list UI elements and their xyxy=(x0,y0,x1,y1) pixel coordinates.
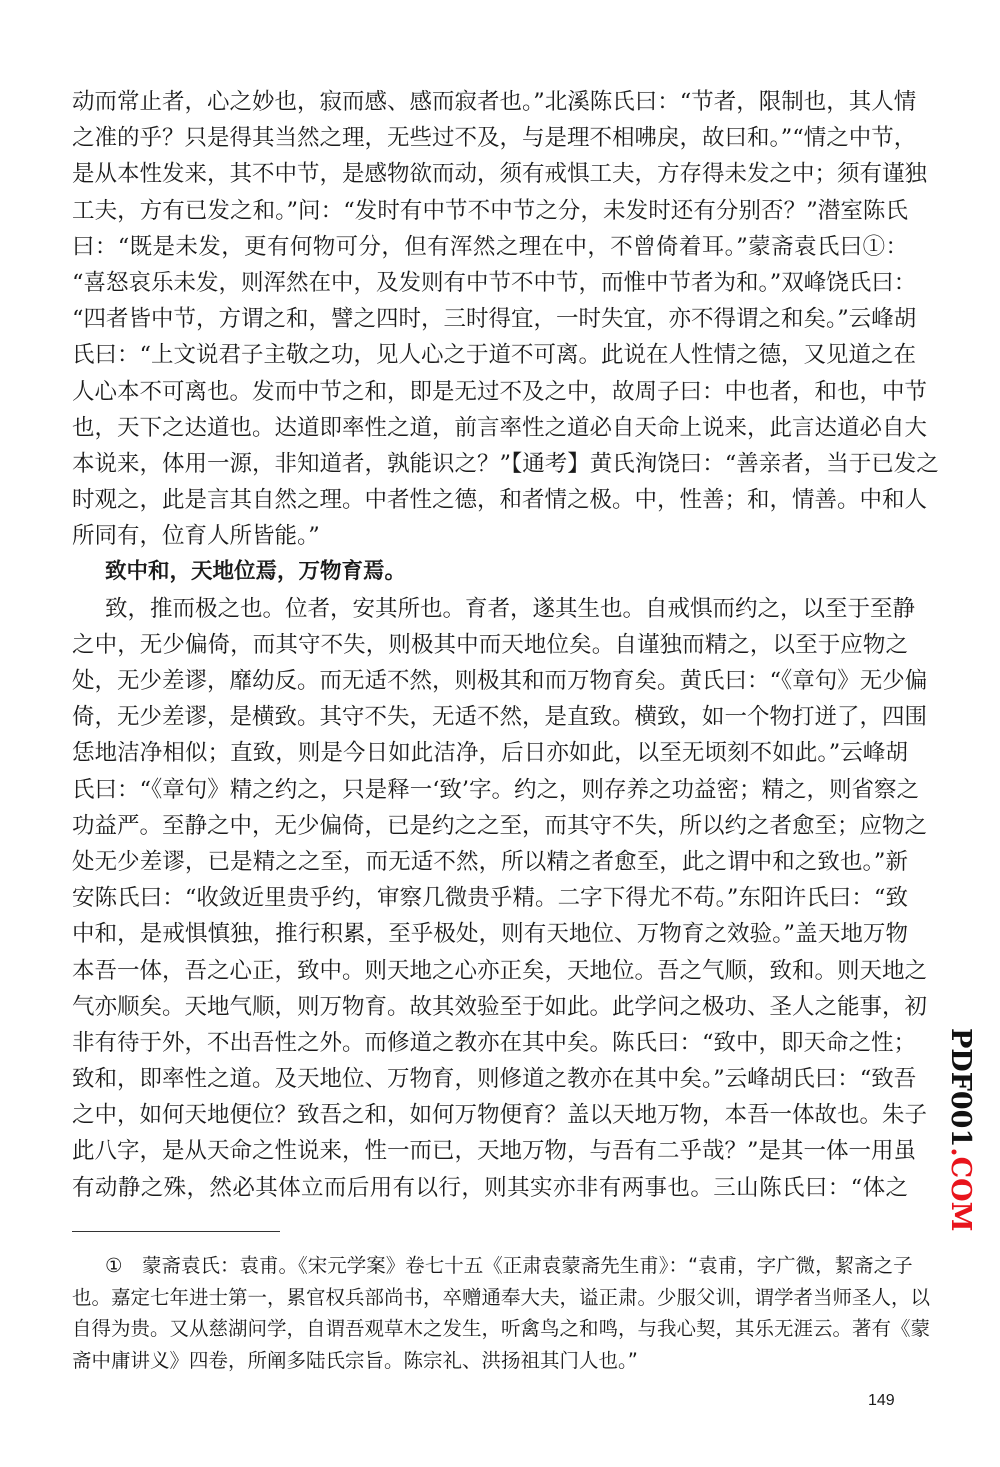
commentary-line: 之中，无少偏倚，而其守不失，则极其中而天地位矣。自谨独而精之，以至于应物之 xyxy=(72,631,908,658)
watermark-part1: PDF001 xyxy=(945,1028,976,1148)
commentary-line: 倚，无少差谬，是横致。其守不失，无适不然，是直致。横致，如一个物打迸了，四围 xyxy=(72,704,928,731)
text-line: 本说来，体用一源，非知道者，孰能识之？”【通考】黄氏洵饶曰：“善亲者，当于已发之 xyxy=(72,450,939,477)
commentary-line: 气亦顺矣。天地气顺，则万物育。故其效验至于如此。此学问之极功、圣人之能事，初 xyxy=(72,993,928,1020)
footnote-line: ① 蒙斋袁氏：袁甫。《宋元学案》卷七十五《正肃袁蒙斋先生甫》：“袁甫，字广微，絜斋之子 xyxy=(105,1254,913,1277)
commentary-line: 处无少差谬，已是精之之至，而无适不然，所以精之者愈至，此之谓中和之致也。”新 xyxy=(72,848,908,875)
text-line: 动而常止者，心之妙也，寂而感、感而寂者也。”北溪陈氏曰：“节者，限制也，其人情 xyxy=(72,89,917,115)
text-line: 是从本性发来，其不中节，是感物欲而动，须有戒惧工夫，方存得未发之中；须有谨独 xyxy=(72,161,928,188)
watermark-part2: .COM xyxy=(945,1147,976,1232)
text-line: 时观之，此是言其自然之理。中者性之德，和者情之极。中，性善；和，情善。中和人 xyxy=(72,487,928,514)
commentary-line: 氏曰：“《章句》精之约之，只是释一‘致’字。约之，则存养之功益密；精之，则省察之 xyxy=(72,776,920,803)
text-line: 氏曰：“上文说君子主敬之功，见人心之于道不可离。此说在人性情之德，又见道之在 xyxy=(72,342,917,369)
commentary-line: 致和，即率性之道。及天地位、万物育，则修道之教亦在其中矣。”云峰胡氏曰：“致吾 xyxy=(72,1066,917,1093)
commentary-line: 本吾一体，吾之心正，致中。则天地之心亦正矣，天地位。吾之气顺，致和。则天地之 xyxy=(72,957,928,984)
commentary-line: 有动静之殊，然必其体立而后用有以行，则其实亦非有两事也。三山陈氏曰：“体之 xyxy=(72,1174,908,1201)
commentary-line: 非有待于外，不出吾性之外。而修道之教亦在其中矣。陈氏曰：“致中，即天命之性； xyxy=(72,1029,917,1056)
text-line: “喜怒哀乐未发，则浑然在中，及发则有中节不中节，而惟中节者为和。”双峰饶氏曰： xyxy=(72,269,917,296)
commentary-line: 之中，如何天地便位？致吾之和，如何万物便育？盖以天地万物，本吾一体故也。朱子 xyxy=(72,1102,928,1129)
text-line: 人心本不可离也。发而中节之和，即是无过不及之中，故周子曰：中也者，和也，中节 xyxy=(72,378,928,405)
watermark xyxy=(936,1028,976,1232)
page-number: 149 xyxy=(868,1392,895,1409)
footnote xyxy=(72,1250,931,1376)
commentary-line: 功益严。至静之中，无少偏倚，已是约之之至，而其守不失，所以约之者愈至；应物之 xyxy=(72,812,928,839)
commentary-line: 安陈氏曰：“收敛近里贵乎约，审察几微贵乎精。二字下得尤不苟。”东阳许氏曰：“致 xyxy=(72,885,908,912)
footnote-line: 自得为贵。又从慈湖问学，自谓吾观草木之发生，听禽鸟之和鸣，与我心契，其乐无涯云。著有《蒙 xyxy=(72,1317,931,1341)
commentary-line: 中和，是戒惧慎独，推行积累，至乎极处，则有天地位、万物育之效验。”盖天地万物 xyxy=(72,921,908,948)
commentary-line: 恁地洁净相似；直致，则是今日如此洁净，后日亦如此，以至无顷刻不如此。”云峰胡 xyxy=(72,740,908,767)
text-line: 之准的乎？只是得其当然之理，无些过不及，与是理不相咈戾，故曰和。”“情之中节， xyxy=(72,125,917,152)
footnote-divider xyxy=(72,1231,280,1232)
text-line: 曰：“既是未发，更有何物可分，但有浑然之理在中，不曾倚着耳。”蒙斋袁氏曰①： xyxy=(72,233,908,260)
text-line: “四者皆中节，方谓之和，譬之四时，三时得宜，一时失宜，亦不得谓之和矣。”云峰胡 xyxy=(72,306,917,333)
text-line: 也，天下之达道也。达道即率性之道，前言率性之道必自天命上说来，此言达道必自大 xyxy=(72,414,928,441)
commentary-line: 此八字，是从天命之性说来，性一而已，天地万物，与吾有二乎哉？”是其一体一用虽 xyxy=(72,1138,917,1165)
main-text xyxy=(72,84,939,1206)
text-line: 工夫，方有已发之和。”问：“发时有中节不中节之分，未发时还有分别否？”潜室陈氏 xyxy=(72,197,908,224)
footnote-line: 也。嘉定七年进士第一，累官权兵部尚书，卒赠通奉大夫，谥正肃。少服父训，谓学者当师圣人，以 xyxy=(72,1285,931,1309)
text-line: 所同有，位育人所皆能。” xyxy=(72,523,320,550)
commentary-line: 处，无少差谬，靡幼反。而无适不然，则极其和而万物育矣。黄氏曰：“《章句》无少偏 xyxy=(72,668,928,694)
classic-text-heading: 致中和，天地位焉，万物育焉。 xyxy=(105,559,407,585)
footnote-line: 斋中庸讲义》四卷，所阐多陆氏宗旨。陈宗礼、洪扬祖其门人也。” xyxy=(72,1348,638,1372)
commentary-line: 致，推而极之也。位者，安其所也。育者，遂其生也。自戒惧而约之，以至于至静 xyxy=(105,595,916,622)
